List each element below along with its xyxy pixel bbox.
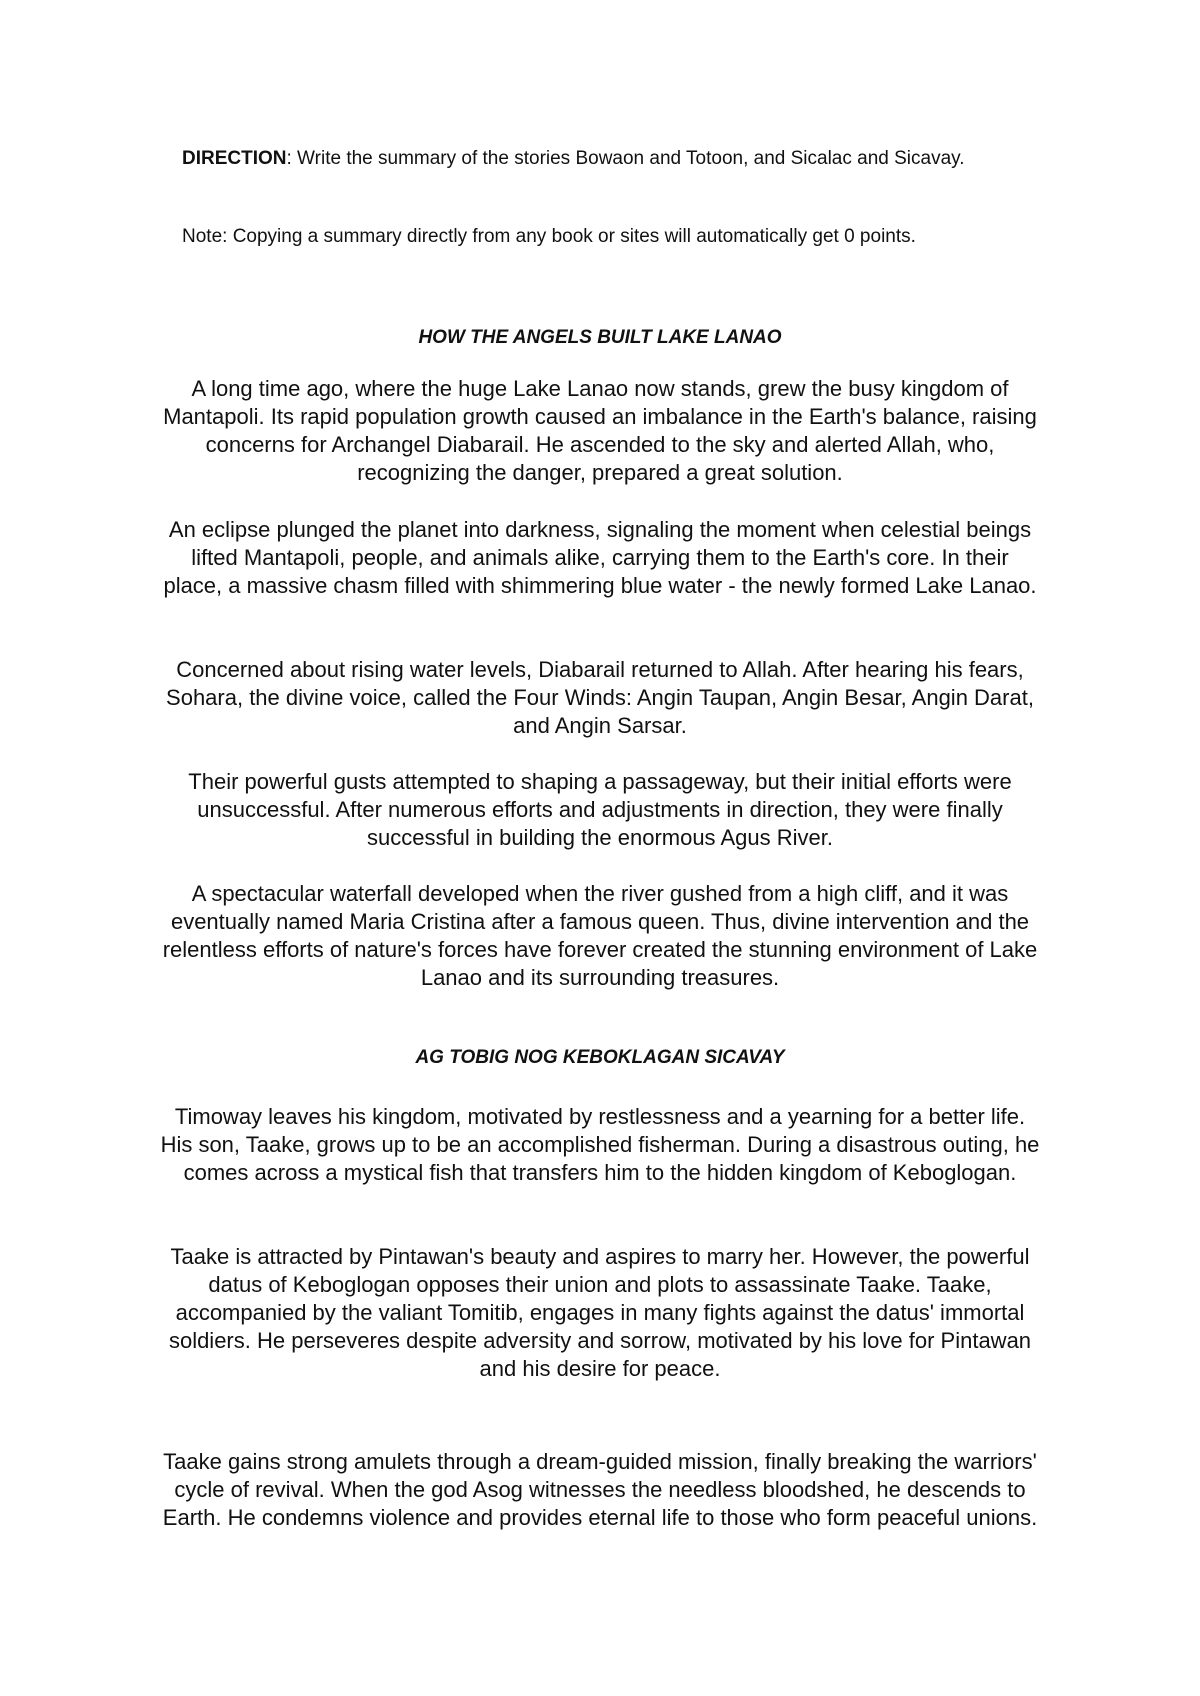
story-paragraph: Their powerful gusts attempted to shaping a passageway, but their initial efforts were unsuccessful. After numerous efforts and adjustments in direction, they were finally successful in building the enormous Agus River.	[188, 769, 1012, 850]
story-paragraph: Taake is attracted by Pintawan's beauty and aspires to marry her. However, the powerful datus of Keboglogan opposes their union and plots to assassinate Taake. Taake, accompanied by the valiant Tomitib, engages in many fights against the datus' immortal soldiers. He perseveres despite adversity and sorrow, motivated by his love for Pintawan and his desire for peace.	[168, 1244, 1032, 1381]
story-title: HOW THE ANGELS BUILT LAKE LANAO	[418, 327, 782, 348]
story-title: AG TOBIG NOG KEBOKLAGAN SICAVAY	[415, 1047, 785, 1068]
story-paragraph: Taake gains strong amulets through a dream-guided mission, finally breaking the warriors' cycle of revival. When the god Asog witnesses the needless bloodshed, he descends to Earth. He condemns violence and provides eternal life to those who form peaceful unions.	[162, 1449, 1038, 1530]
story-paragraph: A long time ago, where the huge Lake Lanao now stands, grew the busy kingdom of Mantapoli. Its rapid population growth caused an imbalance in the Earth's balance, raising concerns for Archangel Diabarail. He ascended to the sky and alerted Allah, who, recognizing the danger, prepared a great solution.	[163, 376, 1037, 485]
direction-text: : Write the summary of the stories Bowaon and Totoon, and Sicalac and Sicavay.	[286, 148, 965, 169]
story-paragraph: Concerned about rising water levels, Diabarail returned to Allah. After hearing his fears, Sohara, the divine voice, called the Four Winds: Angin Taupan, Angin Besar, Angin Darat, and Angin Sarsar.	[166, 657, 1034, 738]
story-paragraph: Timoway leaves his kingdom, motivated by restlessness and a yearning for a better life. His son, Taake, grows up to be an accomplished fisherman. During a disastrous outing, he comes across a mystical fish that transfers him to the hidden kingdom of Keboglogan.	[160, 1104, 1040, 1185]
direction-instruction	[182, 146, 1042, 172]
note-text: Note: Copying a summary directly from any book or sites will automatically get 0 points.	[182, 226, 916, 247]
direction-label: DIRECTION	[182, 148, 287, 169]
story-paragraph: An eclipse plunged the planet into darkness, signaling the moment when celestial beings lifted Mantapoli, people, and animals alike, carrying them to the Earth's core. In their place, a massive chasm filled with shimmering blue water - the newly formed Lake Lanao.	[163, 517, 1037, 598]
story-paragraph: A spectacular waterfall developed when the river gushed from a high cliff, and it was eventually named Maria Cristina after a famous queen. Thus, divine intervention and the relentless efforts of nature's forces have forever created the stunning environment of Lake Lanao and its surrounding treasures.	[162, 881, 1038, 990]
